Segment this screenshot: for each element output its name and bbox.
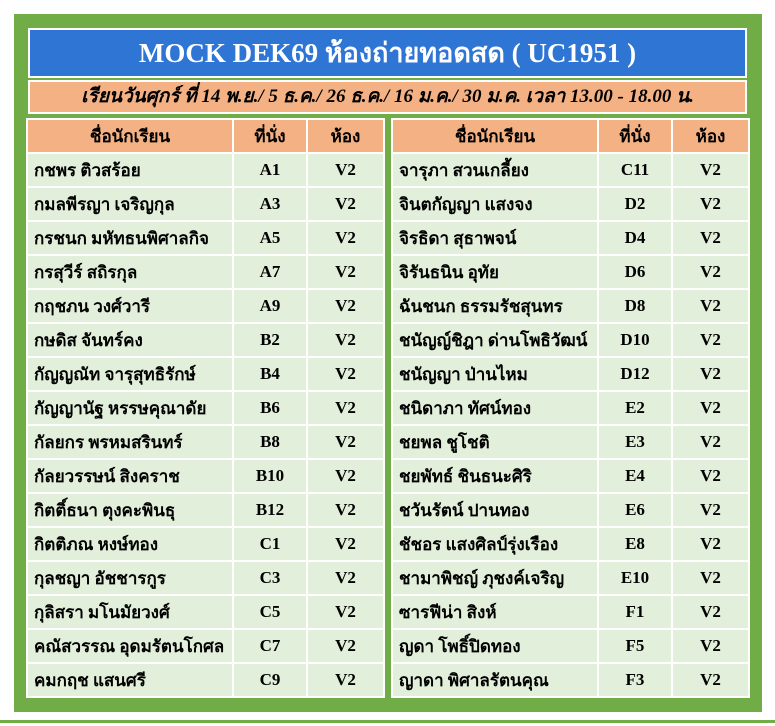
table-row <box>393 630 748 662</box>
student-name: กัลยวรรษน์ สิงคราช <box>28 460 232 492</box>
room-code: V2 <box>308 426 383 458</box>
room-code: V2 <box>673 562 748 594</box>
room-code: V2 <box>673 392 748 424</box>
table-row <box>393 188 748 220</box>
student-name: กมลพีรญา เจริญกุล <box>28 188 232 220</box>
table-row <box>393 596 748 628</box>
table-row <box>393 664 748 696</box>
seat-number: C5 <box>234 596 306 628</box>
student-name: จารุภา สวนเกลี้ยง <box>393 154 597 186</box>
student-name: คมกฤช แสนศรี <box>28 664 232 696</box>
table-row <box>28 426 383 458</box>
student-name: ชนัญญ์ชิฎา ด่านโพธิวัฒน์ <box>393 324 597 356</box>
room-code: V2 <box>308 664 383 696</box>
seat-number: F1 <box>599 596 671 628</box>
room-code: V2 <box>308 460 383 492</box>
column-header-room: ห้อง <box>308 120 383 152</box>
student-name: ชวันรัตน์ ปานทอง <box>393 494 597 526</box>
seat-number: A3 <box>234 188 306 220</box>
room-code: V2 <box>308 596 383 628</box>
table-row <box>28 392 383 424</box>
room-code: V2 <box>673 222 748 254</box>
column-header-seat: ที่นั่ง <box>234 120 306 152</box>
student-name: กัญญณัท จารุสุทธิรักษ์ <box>28 358 232 390</box>
room-code: V2 <box>308 358 383 390</box>
seat-number: C11 <box>599 154 671 186</box>
seat-number: D2 <box>599 188 671 220</box>
room-code: V2 <box>673 358 748 390</box>
room-code: V2 <box>673 188 748 220</box>
student-name: ญดา โพธิ์ปิดทอง <box>393 630 597 662</box>
student-name: กรสุวีร์ สถิรกุล <box>28 256 232 288</box>
room-code: V2 <box>673 630 748 662</box>
student-name: กุลชญา อัชชารกูร <box>28 562 232 594</box>
student-name: กิตติภณ หงษ์ทอง <box>28 528 232 560</box>
table-row <box>393 358 748 390</box>
seat-number: A5 <box>234 222 306 254</box>
student-name: กัญญานัฐ หรรษคุณาดัย <box>28 392 232 424</box>
seat-number: D10 <box>599 324 671 356</box>
table-row <box>393 290 748 322</box>
seat-number: E2 <box>599 392 671 424</box>
seat-number: E4 <box>599 460 671 492</box>
student-name: ชนัญญา ป่านไหม <box>393 358 597 390</box>
room-code: V2 <box>673 290 748 322</box>
seat-number: B8 <box>234 426 306 458</box>
student-name: กุลิสรา มโนมัยวงศ์ <box>28 596 232 628</box>
student-name: กัลยกร พรหมสรินทร์ <box>28 426 232 458</box>
table-row <box>393 256 748 288</box>
room-code: V2 <box>308 154 383 186</box>
seat-number: D8 <box>599 290 671 322</box>
page-title: MOCK DEK69 ห้องถ่ายทอดสด ( UC1951 ) <box>28 28 747 78</box>
table-row <box>28 154 383 186</box>
room-code: V2 <box>673 596 748 628</box>
table-row <box>28 460 383 492</box>
table-row <box>28 324 383 356</box>
table-row <box>28 562 383 594</box>
table-row <box>28 358 383 390</box>
room-code: V2 <box>673 426 748 458</box>
seat-number: F3 <box>599 664 671 696</box>
bottom-divider <box>0 720 775 723</box>
student-name: ซารฟีน่า สิงห์ <box>393 596 597 628</box>
table-row <box>393 426 748 458</box>
student-name: ชัชอร แสงศิลป์รุ่งเรือง <box>393 528 597 560</box>
room-code: V2 <box>308 290 383 322</box>
seat-number: A1 <box>234 154 306 186</box>
room-code: V2 <box>308 324 383 356</box>
table-row <box>28 188 383 220</box>
table-row <box>393 562 748 594</box>
seat-number: A9 <box>234 290 306 322</box>
table-frame <box>14 14 762 712</box>
seat-number: C3 <box>234 562 306 594</box>
table-row <box>393 222 748 254</box>
seat-number: F5 <box>599 630 671 662</box>
header-row <box>393 120 748 152</box>
student-name: ชนิดาภา ทัศน์ทอง <box>393 392 597 424</box>
student-name: ชยพล ชูโชติ <box>393 426 597 458</box>
seat-number: D6 <box>599 256 671 288</box>
room-code: V2 <box>308 222 383 254</box>
table-row <box>28 630 383 662</box>
room-code: V2 <box>308 528 383 560</box>
student-name: คณัสวรรณ อุดมรัตนโกศล <box>28 630 232 662</box>
student-name: กฤชภน วงศ์วารี <box>28 290 232 322</box>
student-name: กชพร ติวสร้อย <box>28 154 232 186</box>
table-row <box>393 528 748 560</box>
seat-number: C1 <box>234 528 306 560</box>
seat-number: E6 <box>599 494 671 526</box>
left-student-table <box>26 118 385 698</box>
room-code: V2 <box>673 154 748 186</box>
student-name: กิตติ์ธนา ตุงคะพินธุ <box>28 494 232 526</box>
student-name: จินตกัญญา แสงจง <box>393 188 597 220</box>
seat-number: D4 <box>599 222 671 254</box>
room-code: V2 <box>673 494 748 526</box>
student-name: ญาดา พิศาลรัตนคุณ <box>393 664 597 696</box>
room-code: V2 <box>673 664 748 696</box>
table-row <box>28 664 383 696</box>
table-row <box>28 290 383 322</box>
column-header-name: ชื่อนักเรียน <box>393 120 597 152</box>
table-row <box>28 256 383 288</box>
seat-number: C7 <box>234 630 306 662</box>
seat-number: E8 <box>599 528 671 560</box>
seat-number: B10 <box>234 460 306 492</box>
room-code: V2 <box>673 324 748 356</box>
student-name: กรชนก มหัทธนพิศาลกิจ <box>28 222 232 254</box>
room-code: V2 <box>673 256 748 288</box>
student-name: ชยพัทธ์ ชินธนะศิริ <box>393 460 597 492</box>
table-row <box>393 154 748 186</box>
room-code: V2 <box>308 630 383 662</box>
seat-number: B6 <box>234 392 306 424</box>
table-row <box>393 460 748 492</box>
seat-number: E10 <box>599 562 671 594</box>
right-student-table <box>391 118 750 698</box>
table-row <box>28 528 383 560</box>
student-name: จิรธิดา สุธาพจน์ <box>393 222 597 254</box>
room-code: V2 <box>308 562 383 594</box>
room-code: V2 <box>308 188 383 220</box>
room-code: V2 <box>673 460 748 492</box>
seat-number: A7 <box>234 256 306 288</box>
student-name: ชามาพิชญ์ ภุชงค์เจริญ <box>393 562 597 594</box>
student-name: จิรันธนิน อุทัย <box>393 256 597 288</box>
table-row <box>393 324 748 356</box>
student-name: ฉันชนก ธรรมรัชสุนทร <box>393 290 597 322</box>
room-code: V2 <box>673 528 748 560</box>
student-name: กษดิส จันทร์คง <box>28 324 232 356</box>
seat-number: D12 <box>599 358 671 390</box>
seat-number: E3 <box>599 426 671 458</box>
table-row <box>28 494 383 526</box>
schedule-subtitle: เรียนวันศุกร์ ที่ 14 พ.ย./ 5 ธ.ค./ 26 ธ.ค./ 16 ม.ค./ 30 ม.ค. เวลา 13.00 - 18.00 น. <box>28 80 747 114</box>
header-row <box>28 120 383 152</box>
table-row <box>28 222 383 254</box>
room-code: V2 <box>308 256 383 288</box>
seat-number: B4 <box>234 358 306 390</box>
column-header-name: ชื่อนักเรียน <box>28 120 232 152</box>
seat-number: B12 <box>234 494 306 526</box>
room-code: V2 <box>308 494 383 526</box>
seat-number: C9 <box>234 664 306 696</box>
seat-number: B2 <box>234 324 306 356</box>
column-header-room: ห้อง <box>673 120 748 152</box>
room-code: V2 <box>308 392 383 424</box>
column-header-seat: ที่นั่ง <box>599 120 671 152</box>
table-row <box>393 494 748 526</box>
table-row <box>393 392 748 424</box>
table-row <box>28 596 383 628</box>
